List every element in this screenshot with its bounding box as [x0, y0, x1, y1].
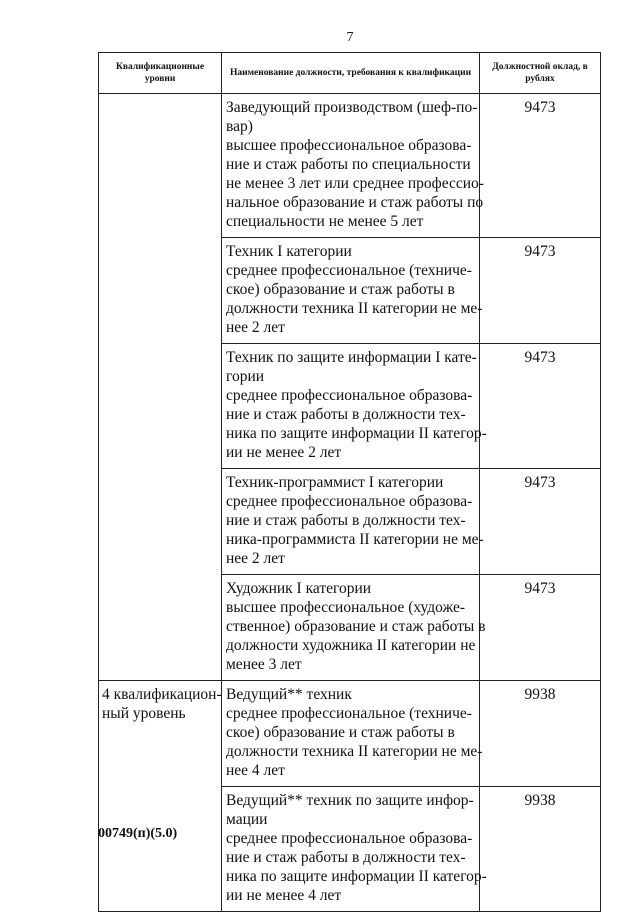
- position-line: ние и стаж работы в должности тех-: [226, 849, 466, 866]
- position-line: ии не менее 4 лет: [226, 887, 342, 904]
- page-number: 7: [346, 30, 354, 45]
- position-line: ственное) образование и стаж работы в: [226, 618, 486, 635]
- position-cell: [222, 238, 483, 344]
- position-line: мации: [226, 811, 268, 828]
- document-code: 00749(п)(5.0): [98, 826, 178, 841]
- position-line: ние и стаж работы в должности тех-: [226, 406, 466, 423]
- salary-value: 9473: [480, 344, 601, 469]
- position-line: среднее профессиональное образова-: [226, 493, 473, 510]
- position-line: гории: [226, 368, 265, 385]
- position-line: среднее профессиональное образова-: [226, 830, 473, 847]
- salary-table: [98, 52, 601, 912]
- position-line: среднее профессиональное образова-: [226, 387, 473, 404]
- position-line: нее 2 лет: [226, 319, 285, 336]
- position-line: не менее 3 лет или среднее профессио-: [226, 175, 484, 192]
- position-line: Художник I категории: [226, 580, 372, 597]
- position-line: нее 4 лет: [226, 762, 285, 779]
- position-line: вар): [226, 118, 253, 135]
- position-line: ника по защите информации II категор-: [226, 425, 487, 442]
- position-line: ское) образование и стаж работы в: [226, 724, 455, 741]
- position-line: должности художника II категории не: [226, 637, 476, 654]
- position-line: менее 3 лет: [226, 656, 302, 673]
- position-line: среднее профессиональное (техниче-: [226, 705, 472, 722]
- position-line: ние и стаж работы по специальности: [226, 156, 471, 173]
- salary-value: 9473: [480, 94, 601, 238]
- position-line: ии не менее 2 лет: [226, 444, 342, 461]
- position-line: ника-программиста II категории не ме-: [226, 531, 484, 548]
- header-position-requirements: Наименование должности, требования к квалификации: [222, 53, 480, 94]
- position-line: нальное образование и стаж работы по: [226, 194, 484, 211]
- salary-value: 9473: [480, 469, 601, 575]
- table-row: [99, 681, 601, 787]
- header-qualification-level: Квалификационные уровни: [99, 53, 222, 94]
- position-line: ние и стаж работы в должности тех-: [226, 512, 466, 529]
- position-line: Техник I категории: [226, 243, 352, 260]
- table-row: [99, 94, 601, 238]
- position-line: Заведующий производством (шеф-по-: [226, 99, 478, 116]
- position-cell: [222, 94, 484, 238]
- qualification-level-4: [99, 681, 222, 912]
- salary-value: 9938: [480, 681, 601, 787]
- position-line: ника по защите информации II категор-: [226, 868, 487, 885]
- position-line: должности техника II категории не ме-: [226, 743, 483, 760]
- salary-value: 9473: [480, 575, 601, 681]
- level-line: 4 квалификацион-: [102, 686, 222, 703]
- level-cell-empty: [99, 94, 222, 681]
- table-header-row: [99, 53, 601, 94]
- position-line: специальности не менее 5 лет: [226, 213, 424, 230]
- position-line: высшее профессиональное (художе-: [226, 599, 466, 616]
- position-line: Ведущий** техник: [226, 686, 352, 703]
- position-cell: [222, 344, 487, 469]
- position-line: высшее профессиональное образова-: [226, 137, 472, 154]
- salary-value: 9938: [480, 787, 601, 912]
- position-cell: [222, 469, 484, 575]
- position-cell: [222, 787, 487, 912]
- position-line: Ведущий** техник по защите инфор-: [226, 792, 474, 809]
- position-line: Техник по защите информации I кате-: [226, 349, 477, 366]
- position-line: нее 2 лет: [226, 550, 285, 567]
- header-salary: Должностной оклад, в рублях: [480, 53, 601, 94]
- level-line: ный уровень: [102, 705, 186, 722]
- salary-value: 9473: [480, 238, 601, 344]
- position-line: среднее профессиональное (техниче-: [226, 262, 472, 279]
- position-line: Техник-программист I категории: [226, 474, 444, 491]
- position-line: ское) образование и стаж работы в: [226, 281, 455, 298]
- position-line: должности техника II категории не ме-: [226, 300, 483, 317]
- position-cell: [222, 575, 486, 681]
- position-cell: [222, 681, 483, 787]
